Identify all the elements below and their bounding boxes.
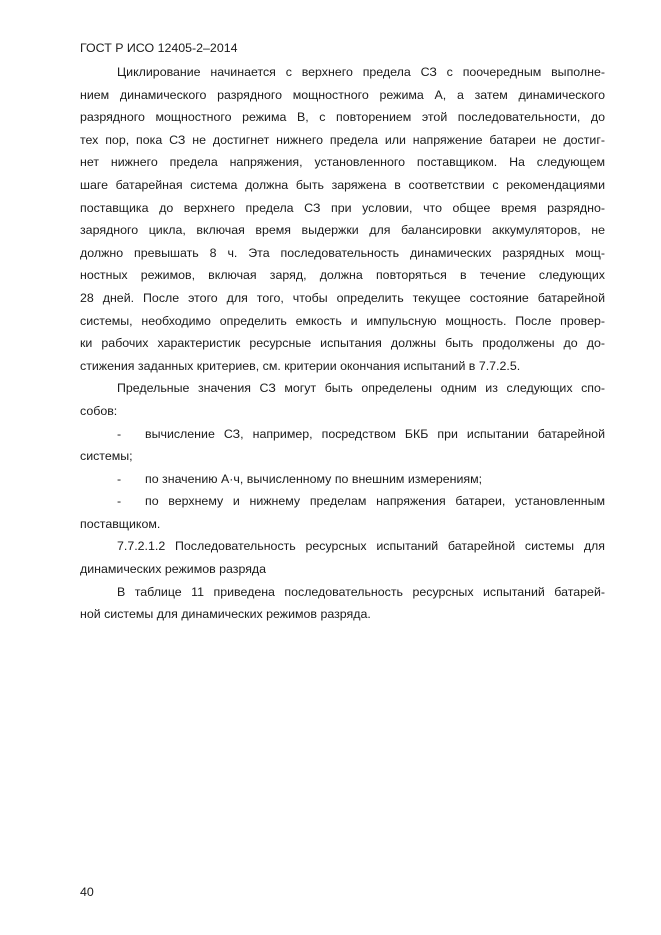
- text-line: должно превышать 8 ч. Эта последовательность динамических разрядных мощ-: [80, 245, 605, 260]
- text-line: нет нижнего предела напряжения, установленного поставщиком. На следующем: [80, 155, 605, 170]
- list-text: по верхнему и нижнему пределам напряжения батареи, установленным: [145, 494, 605, 509]
- text-line: системы, необходимо определить емкость и импульсную мощность. После провер-: [80, 313, 605, 328]
- text-line: поставщика до верхнего предела СЗ при условии, что общее время разрядно-: [80, 200, 605, 215]
- paragraph-cycling: [80, 61, 605, 377]
- list-dash: -: [117, 471, 122, 486]
- document-body: [80, 61, 605, 626]
- paragraph-soc-limits: [80, 377, 605, 422]
- text-line: В таблице 11 приведена последовательность ресурсных испытаний батарей-: [117, 584, 605, 599]
- text-line: поставщиком.: [80, 516, 161, 531]
- list-dash: -: [117, 426, 122, 441]
- text-line: ностных режимов, включая заряд, должна повторяться в течение следующих: [80, 268, 605, 283]
- text-line: тех пор, пока СЗ не достигнет нижнего предела или напряжение батареи не достиг-: [80, 132, 605, 147]
- text-line: Циклирование начинается с верхнего предела СЗ с поочередным выполне-: [117, 65, 605, 79]
- page-number: 40: [80, 885, 94, 899]
- text-line: ной системы для динамических режимов разряда.: [80, 607, 371, 622]
- list-item: [80, 468, 605, 491]
- list-text: по значению А·ч, вычисленному по внешним измерениям;: [145, 471, 483, 486]
- text-line: разрядного мощностного режима В, с повторением этой последовательности, до: [80, 110, 605, 125]
- list-text: вычисление СЗ, например, посредством БКБ при испытании батарейной: [145, 426, 605, 441]
- text-line: [80, 468, 605, 491]
- text-line: системы;: [80, 449, 133, 464]
- text-line: нием динамического разрядного мощностного режима А, а затем динамического: [80, 87, 605, 102]
- list-item: [80, 490, 605, 535]
- text-line: ки рабочих характеристик ресурсные испытания должны быть продолжены до до-: [80, 336, 605, 351]
- text-line: стижения заданных критериев, см. критерии окончания испытаний в 7.7.2.5.: [80, 358, 521, 373]
- text-line: 28 дней. После этого для того, чтобы определить текущее состояние батарейной: [80, 290, 605, 305]
- text-line: 7.7.2.1.2 Последовательность ресурсных испытаний батарейной системы для: [117, 539, 605, 554]
- text-line: собов:: [80, 403, 118, 418]
- list-dash: -: [117, 494, 122, 509]
- text-line: зарядного цикла, включая время выдержки для балансировки аккумуляторов, не: [80, 223, 605, 238]
- text-line: динамических режимов разряда: [80, 562, 267, 577]
- document-header: ГОСТ Р ИСО 12405-2–2014: [80, 41, 238, 55]
- paragraph-table-reference: [80, 581, 605, 626]
- text-line: [80, 423, 605, 446]
- section-7-7-2-1-2: [80, 535, 605, 580]
- text-line: [80, 490, 605, 513]
- list-item: [80, 423, 605, 468]
- text-line: шаге батарейная система должна быть заряжена в соответствии с рекомендациями: [80, 177, 605, 192]
- text-line: Предельные значения СЗ могут быть определены одним из следующих спо-: [117, 381, 605, 396]
